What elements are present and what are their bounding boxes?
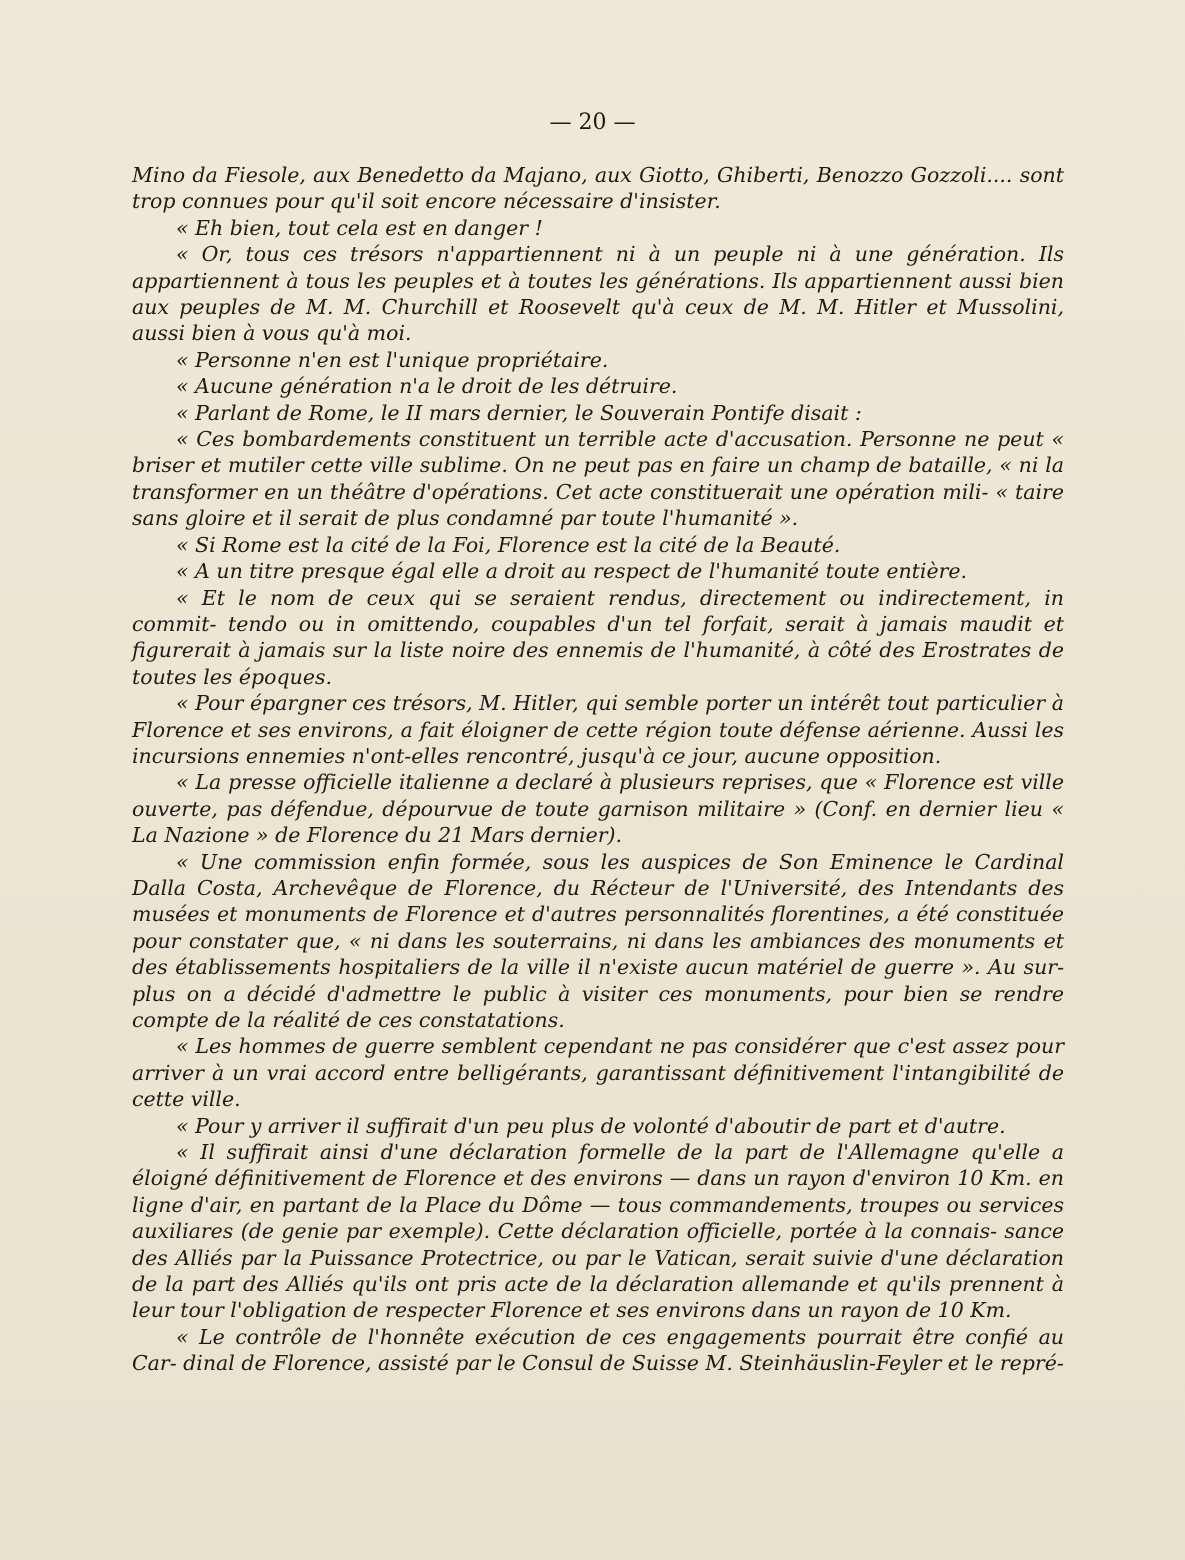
page-number: — 20 —: [549, 110, 636, 135]
paragraph: « Pour épargner ces trésors, M. Hitler, qui semble porter un intérêt tout particulier à Florence et ses environs, a fait éloigner de cette région toute défense aérienne. Aussi les incursions ennemies n'ont-elles rencontré, jusqu'à ce jour, aucune opposition.: [132, 691, 1064, 768]
paragraph: « Et le nom de ceux qui se seraient rendus, directement ou indirectement, in commit- tendo ou in omittendo, coupables d'un tel forfait, serait à jamais maudit et figurerait à jamais sur la liste noire des ennemis de l'humanité, à côté des Erostrates de toutes les époques.: [132, 585, 1064, 689]
paragraph: « Les hommes de guerre semblent cependant ne pas considérer que c'est assez pour arriver à un vrai accord entre belligérants, garantissant définitivement l'intangibilité de cette ville.: [132, 1034, 1064, 1112]
paragraph: « A un titre presque égal elle a droit au respect de l'humanité toute entière.: [176, 559, 968, 584]
paragraph: Mino da Fiesole, aux Benedetto da Majano, aux Giotto, Ghiberti, Benozzo Gozzoli.... sont trop connues pour qu'il soit encore nécessaire d'insister.: [132, 163, 1064, 214]
paragraph: « Il suffirait ainsi d'une déclaration formelle de la part de l'Allemagne qu'elle a éloigné définitivement de Florence et des environs — dans un rayon d'environ 10 Km. en ligne d'air, en partant de la Place du Dôme — tous commandements, troupes ou services auxiliares (de genie par exemple). Cette déclaration officielle, portée à la connais- sance des Alliés par la Puissance Protectrice, ou par le Vatican, serait suivie d'une déclaration de la part des Alliés qu'ils ont pris acte de la déclaration allemande et qu'ils prennent à leur tour l'obligation de respecter Florence et ses environs dans un rayon de 10 Km.: [132, 1140, 1064, 1323]
paragraph: « La presse officielle italienne a declaré à plusieurs reprises, que « Florence est ville ouverte, pas défendue, dépourvue de toute garnison militaire » (Conf. en dernier lieu « La Nazione » de Florence du 21 Mars dernier).: [132, 770, 1064, 848]
paragraph: « Pour y arriver il suffirait d'un peu plus de volonté d'aboutir de part et d'autre.: [176, 1113, 1006, 1138]
paragraph: « Aucune génération n'a le droit de les détruire.: [176, 374, 678, 399]
paragraph: « Ces bombardements constituent un terrible acte d'accusation. Personne ne peut « briser et mutiler cette ville sublime. On ne peut pas en faire un champ de bataille, « ni la transformer en un théâtre d'opérations. Cet acte constituerait une opération mili- « taire sans gloire et il serait de plus condamné par toute l'humanité ».: [132, 427, 1064, 531]
paragraph: « Eh bien, tout cela est en danger !: [176, 215, 543, 240]
paragraph: « Une commission enfin formée, sous les auspices de Son Eminence le Cardinal Dalla Costa, Archevêque de Florence, du Récteur de l'Université, des Intendants des musées et monuments de Florence et d'autres personnalités florentines, a été constituée pour constater que, « ni dans les souterrains, ni dans les ambiances des monuments et des établissements hospitaliers de la ville il n'existe aucun matériel de guerre ». Au sur- plus on a décidé d'admettre le public à visiter ces monuments, pour bien se rendre compte de la réalité de ces constatations.: [132, 849, 1064, 1032]
paragraph: « Si Rome est la cité de la Foi, Florence est la cité de la Beauté.: [176, 532, 841, 557]
body-text: [132, 162, 1064, 1377]
paragraph: « Or, tous ces trésors n'appartiennent ni à un peuple ni à une génération. Ils appartiennent à tous les peuples et à toutes les générations. Ils appartiennent aussi bien aux peuples de M. M. Churchill et Roosevelt qu'à ceux de M. M. Hitler et Mussolini, aussi bien à vous qu'à moi.: [132, 242, 1064, 346]
paragraph: « Personne n'en est l'unique propriétaire.: [176, 347, 609, 372]
paragraph: « Parlant de Rome, le II mars dernier, le Souverain Pontife disait :: [176, 400, 862, 425]
paragraph: « Le contrôle de l'honnête exécution de ces engagements pourrait être confié au Car- dinal de Florence, assisté par le Consul de Suisse M. Steinhäuslin-Feyler et le repré-: [132, 1324, 1064, 1376]
